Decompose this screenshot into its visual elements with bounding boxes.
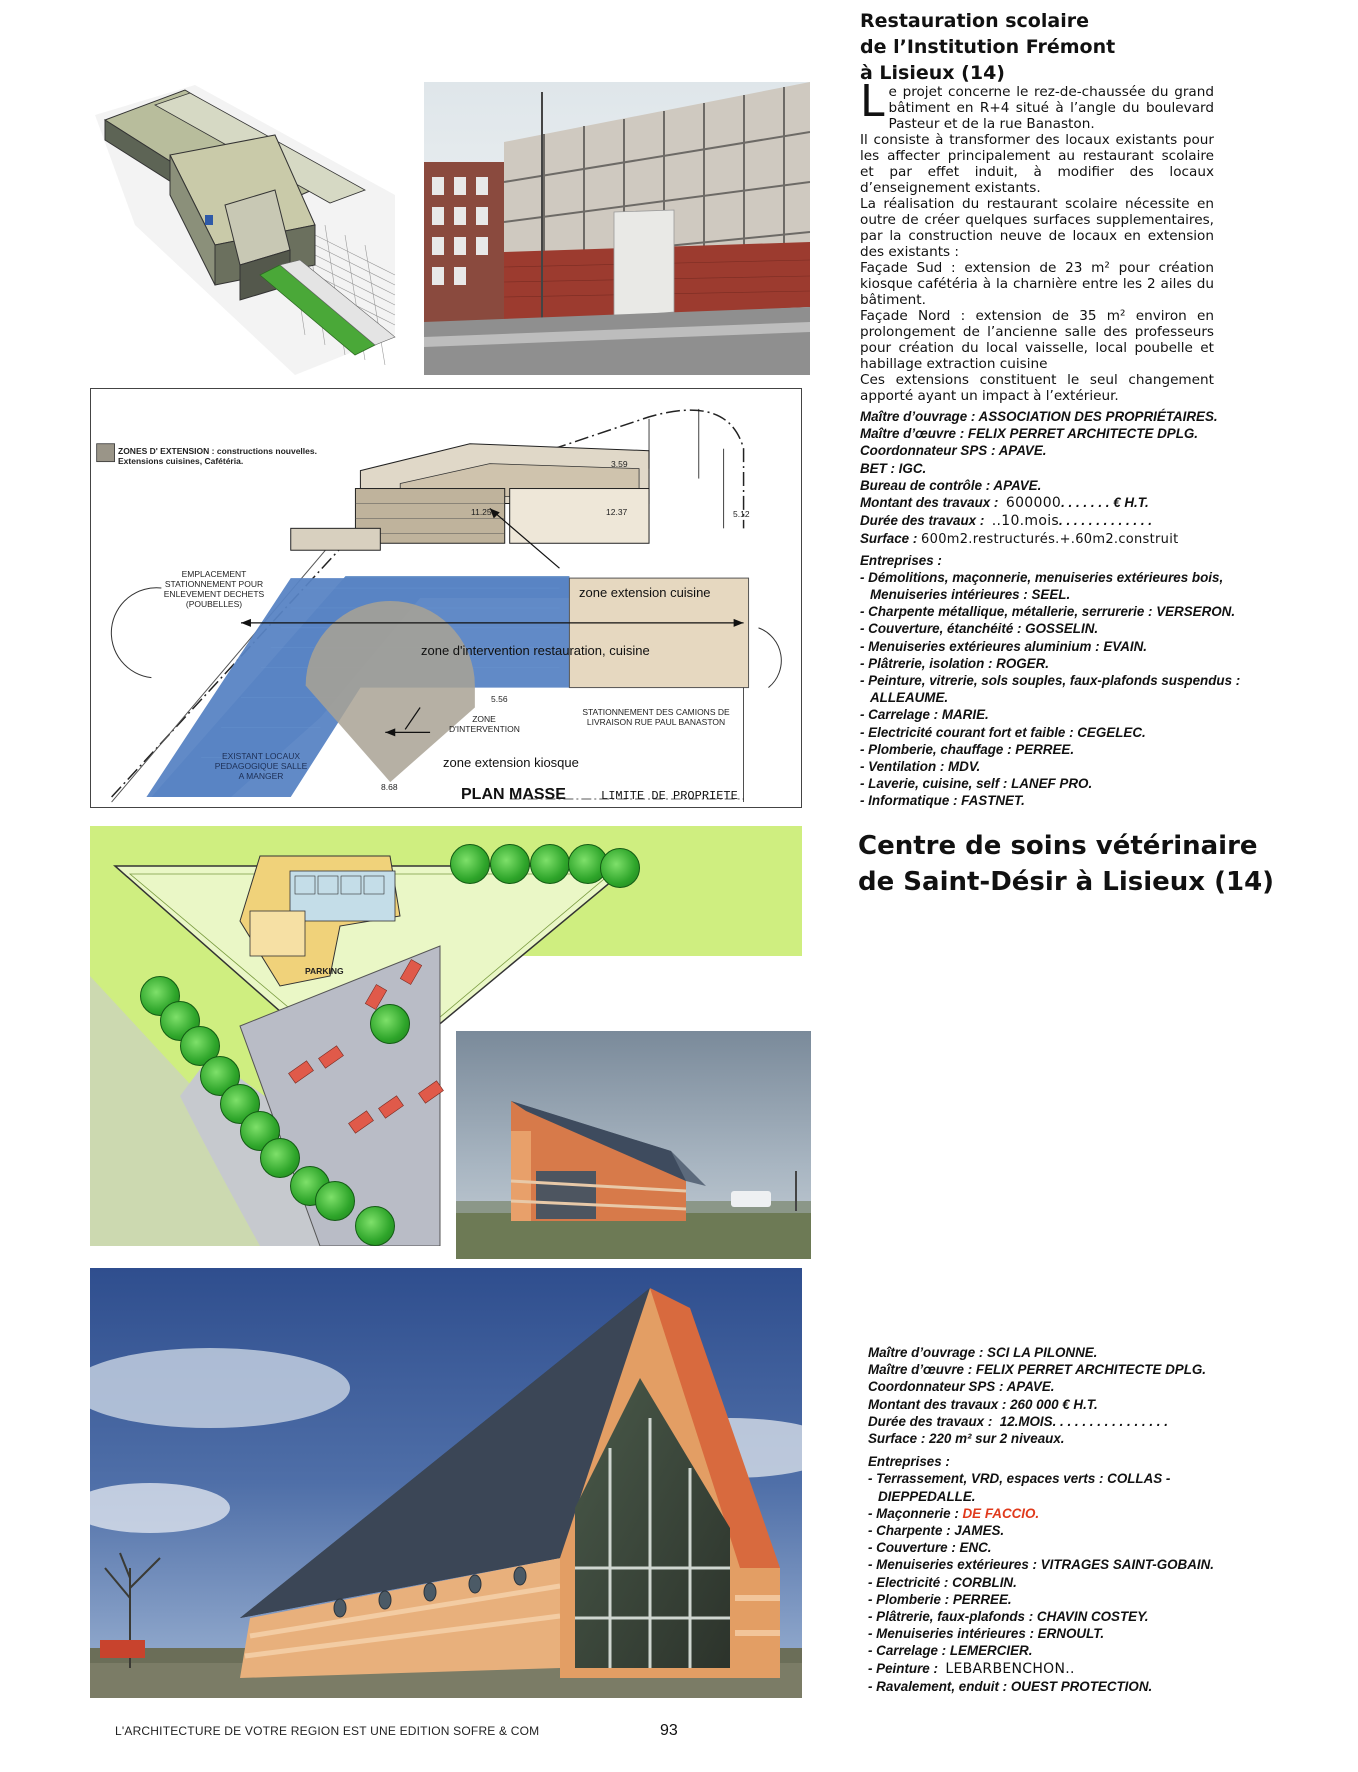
credit-line: DIEPPEDALLE. (878, 1488, 976, 1504)
credit-line: Coordonnateur SPS : APAVE. (860, 443, 1047, 459)
tree-icon (370, 1004, 410, 1044)
credit-line: - Menuiseries intérieures : ERNOULT. (868, 1626, 1105, 1642)
handwritten-value: 600m2.restructurés.+.60m2.construit (921, 532, 1179, 548)
credit-suffix: . . . . . . . . . . . . . . . . (1052, 1413, 1168, 1429)
dimension-label: 11.25 (471, 507, 492, 517)
entreprise-item: - Carrelage : MARIE. (860, 707, 989, 723)
credit-line (868, 1413, 1308, 1430)
entreprise-item: - Démolitions, maçonnerie, menuiseries extérieures bois, (860, 569, 1224, 585)
dimension-label: 5.56 (491, 694, 508, 704)
paragraph: Façade Nord : extension de 35 m² environ en prolongement de l’ancienne salle des professeurs pour création du local vaisselle, local poubelle et habillage extraction cuisine (860, 308, 1214, 372)
tree-icon (490, 844, 530, 884)
handwritten-value: LEBARBENCHON.. (945, 1660, 1075, 1677)
credit-line: Bureau de contrôle : APAVE. (860, 477, 1042, 493)
credit-line: Surface : 220 m² sur 2 niveaux. (868, 1431, 1065, 1447)
plan-limite: LIMITE DE PROPRIETE (601, 789, 738, 803)
entreprise-item: Menuiseries intérieures : SEEL. (870, 587, 1071, 603)
credit-line: BET : IGC. (860, 460, 927, 476)
entreprise-item: - Couverture, étanchéité : GOSSELIN. (860, 621, 1099, 637)
dimension-label: 8.68 (381, 782, 398, 792)
article2-title-line: Centre de soins vétérinaire (858, 831, 1258, 861)
parking-label: PARKING (305, 966, 344, 976)
entreprise-item: - Plomberie, chauffage : PERREE. (860, 741, 1075, 757)
credit-line: Montant des travaux : 260 000 € H.T. (868, 1396, 1098, 1412)
page-number: 93 (660, 1722, 678, 1739)
credit-line (860, 512, 1240, 530)
credit-line: Maître d’œuvre : FELIX PERRET ARCHITECTE DPLG. (860, 426, 1199, 442)
credit-line: - Couverture : ENC. (868, 1540, 992, 1556)
article1-credits (860, 408, 1240, 810)
label-zone-kiosque: zone extension kiosque (443, 755, 579, 770)
tree-icon (315, 1181, 355, 1221)
article1-body (860, 76, 1214, 404)
handwritten-value: ..10.mois (991, 513, 1060, 530)
credit-line (868, 1505, 1308, 1522)
label-zone-intervention: ZONE D'INTERVENTION (449, 714, 520, 734)
credit-line: - Carrelage : LEMERCIER. (868, 1643, 1033, 1659)
credit-line (860, 494, 1240, 512)
credit-line: Maître d’ouvrage : ASSOCIATION DES PROPRIÉTAIRES. (860, 409, 1218, 424)
handwritten-value: 600000 (1005, 495, 1062, 512)
entreprise-item: - Informatique : FASTNET. (860, 793, 1025, 809)
credit-line: - Terrassement, VRD, espaces verts : COLLAS - (868, 1471, 1171, 1487)
credit-line: Maître d’œuvre : FELIX PERRET ARCHITECTE DPLG. (868, 1362, 1207, 1378)
plan-legend (118, 446, 378, 466)
vet-center-photo-large (90, 1268, 802, 1698)
entreprise-item: - Menuiseries extérieures aluminium : EVAIN. (860, 638, 1147, 654)
credit-suffix: . . . . . . . € H.T. (1061, 495, 1149, 511)
label-existant: EXISTANT LOCAUX PEDAGOGIQUE SALLE A MANGER (214, 751, 308, 781)
plan-title: PLAN MASSE (461, 786, 566, 803)
label-zone-cuisine: zone extension cuisine (579, 585, 711, 600)
entreprise-item: - Charpente métallique, métallerie, serrurerie : VERSERON. (860, 604, 1236, 620)
tree-icon (530, 844, 570, 884)
vet-center-photo-small (450, 1025, 811, 1259)
paragraph: Il consiste à transformer des locaux existants pour les affecter principalement au restaurant scolaire et par effet induit, à modifier des locaux d’enseignement existants. (860, 132, 1214, 196)
building-photo (424, 82, 810, 375)
dimension-label: 3.59 (611, 459, 628, 469)
credit-line: - Charpente : JAMES. (868, 1523, 1005, 1539)
article1-title-line: de l’Institution Frémont (860, 36, 1116, 58)
credit-label: - Peinture : (868, 1660, 938, 1676)
entreprises-list (860, 569, 1240, 810)
credit-label: Durée des travaux : (868, 1413, 993, 1429)
tree-icon (355, 1206, 395, 1246)
dimension-label: 5.12 (733, 509, 750, 519)
credit-label: - Maçonnerie : (868, 1505, 959, 1521)
dropcap: L (860, 76, 885, 127)
credit-line: - Menuiseries extérieures : VITRAGES SAINT-GOBAIN. (868, 1557, 1215, 1573)
dimension-label: 12.37 (606, 507, 628, 517)
article2-credits (868, 1344, 1308, 1695)
entreprise-item: - Peinture, vitrerie, sols souples, faux-plafonds suspendus : (860, 673, 1241, 689)
entreprise-item: ALLEAUME. (870, 690, 949, 706)
credit-line (860, 530, 1240, 548)
tree-icon (600, 848, 640, 888)
article1-title-line: à Lisieux (14) (860, 62, 1005, 84)
credit-label: Durée des travaux : (860, 513, 985, 529)
credit-line: Coordonnateur SPS : APAVE. (868, 1379, 1055, 1395)
credit-line: - Plâtrerie, faux-plafonds : CHAVIN COSTEY. (868, 1609, 1149, 1625)
paragraph: Façade Sud : extension de 23 m² pour création kiosque cafétéria à la charnière entre les 2 ailes du bâtiment. (860, 260, 1214, 308)
article2-title-line: de Saint-Désir à Lisieux (14) (858, 867, 1275, 897)
credit-line: - Electricité : CORBLIN. (868, 1574, 1017, 1590)
entreprise-item: - Electricité courant fort et faible : CEGELEC. (860, 724, 1146, 740)
article2-title (858, 828, 1338, 900)
credit-label: Montant des travaux : (860, 495, 999, 511)
credit-line: Maître d’ouvrage : SCI LA PILONNE. (868, 1345, 1098, 1360)
footer-text: L'ARCHITECTURE DE VOTRE REGION EST UNE EDITION SOFRE & COM (115, 1724, 540, 1738)
tree-icon (450, 844, 490, 884)
paragraph: La réalisation du restaurant scolaire nécessite en outre de créer quelques surfaces supplementaires, par la construction neuve de locaux en extension des existants : (860, 196, 1214, 260)
highlighted-company: DE FACCIO. (962, 1505, 1040, 1521)
plan-legend-line: ZONES D' EXTENSION : constructions nouvelles. (118, 446, 317, 456)
axonometric-model-image (75, 75, 420, 375)
plan-legend-line: Extensions cuisines, Cafétéria. (118, 456, 244, 466)
credit-line: Entreprises : (860, 552, 942, 568)
credit-line (868, 1660, 1308, 1678)
credit-suffix: . . . . . . . . . . . . . (1059, 513, 1153, 529)
paragraph: e projet concerne le rez-de-chaussée du grand bâtiment en R+4 situé à l’angle du boulevard Pasteur et de la rue Banaston. (888, 84, 1214, 132)
paragraph: Ces extensions constituent le seul changement apporté ayant un impact à l’extérieur. (860, 372, 1214, 404)
entreprise-item: - Laverie, cuisine, self : LANEF PRO. (860, 776, 1093, 792)
credit-label: Surface : (860, 531, 918, 547)
entreprise-item: - Plâtrerie, isolation : ROGER. (860, 655, 1049, 671)
plan-masse-drawing (90, 388, 802, 808)
credit-line: - Plomberie : PERREE. (868, 1591, 1012, 1607)
label-camions: STATIONNEMENT DES CAMIONS DE LIVRAISON RUE PAUL BANASTON (582, 707, 730, 727)
credit-line: - Ravalement, enduit : OUEST PROTECTION. (868, 1678, 1153, 1694)
credit-line: Entreprises : (868, 1454, 950, 1470)
article1-title-line: Restauration scolaire (860, 10, 1089, 32)
entreprise-item: - Ventilation : MDV. (860, 759, 981, 775)
label-zone-restauration: zone d'intervention restauration, cuisine (421, 643, 650, 658)
label-stationnement: EMPLACEMENT STATIONNEMENT POUR ENLEVEMENT DECHETS (POUBELLES) (163, 569, 265, 609)
article1-title (860, 8, 1260, 86)
credit-value: 12.MOIS (999, 1413, 1053, 1429)
